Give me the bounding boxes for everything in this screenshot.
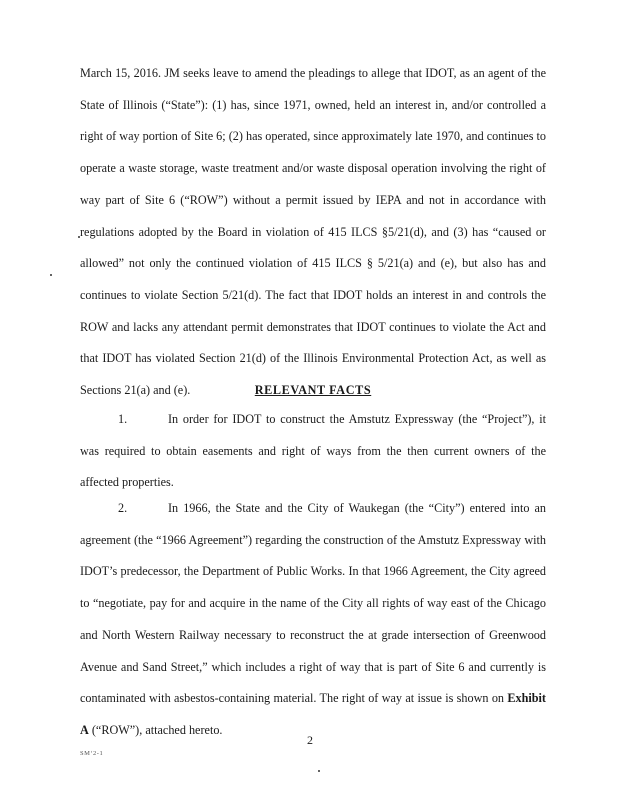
scan-speck xyxy=(318,770,320,772)
intro-paragraph: March 15, 2016. JM seeks leave to amend the pleadings to allege that IDOT, as an agent of the State of Illinois (“State”): (1) has, since 1971, owned, held an interest in, and/or controlled a right of way portion of Site 6; (2) has operated, since approximately late 1970, and continues to operate a waste storage, waste treatment and/or waste disposal operation involving the right of way part of Site 6 (“ROW”) without a permit issued by IEPA and not in accordance with regulations adopted by the Board in violation of 415 ILCS §5/21(d), and (3) has “caused or allowed” not only the continued violation of 415 ILCS § 5/21(a) and (e), but also has and continues to violate Section 5/21(d). The fact that IDOT holds an interest in and controls the ROW and lacks any attendant permit demonstrates that IDOT continues to violate the Act and that IDOT has violated Section 21(d) of the Illinois Environmental Protection Act, as well as Sections 21(a) and (e). xyxy=(80,66,546,398)
footer-document-code: SM‘2-1 xyxy=(80,750,104,757)
fact-number: 1. xyxy=(118,412,128,426)
fact-paragraph-2 xyxy=(80,493,546,747)
exhibit-reference: Exhibit A xyxy=(80,691,546,737)
fact-text: In order for IDOT to construct the Amstutz Expressway (the “Project”), it was required to obtain easements and right of ways from the then current owners of the affected properties. xyxy=(80,412,546,490)
fact-paragraph-1 xyxy=(80,404,546,499)
scan-speck xyxy=(50,274,52,276)
fact-number: 2. xyxy=(118,501,128,515)
fact-text-end: (“ROW”), attached hereto. xyxy=(88,722,223,737)
section-heading: RELEVANT FACTS xyxy=(254,383,372,397)
fact-text: In 1966, the State and the City of Waukegan (the “City”) entered into an agreement (the “1966 Agreement”) regarding the construction of the Amstutz Expressway with IDOT’s predecessor, the Department of Public Works. In that 1966 Agreement, the City agreed to “negotiate, pay for and acquire in the name of the City all rights of way east of the Chicago and North Western Railway necessary to reconstruct the at grade intersection of Greenwood Avenue and Sand Street,” which includes a right of way that is part of Site 6 and currently is contaminated with asbestos-containing material. The right of way at issue is shown on xyxy=(80,501,546,706)
scan-speck xyxy=(78,236,80,238)
page-number: 2 xyxy=(307,733,313,747)
